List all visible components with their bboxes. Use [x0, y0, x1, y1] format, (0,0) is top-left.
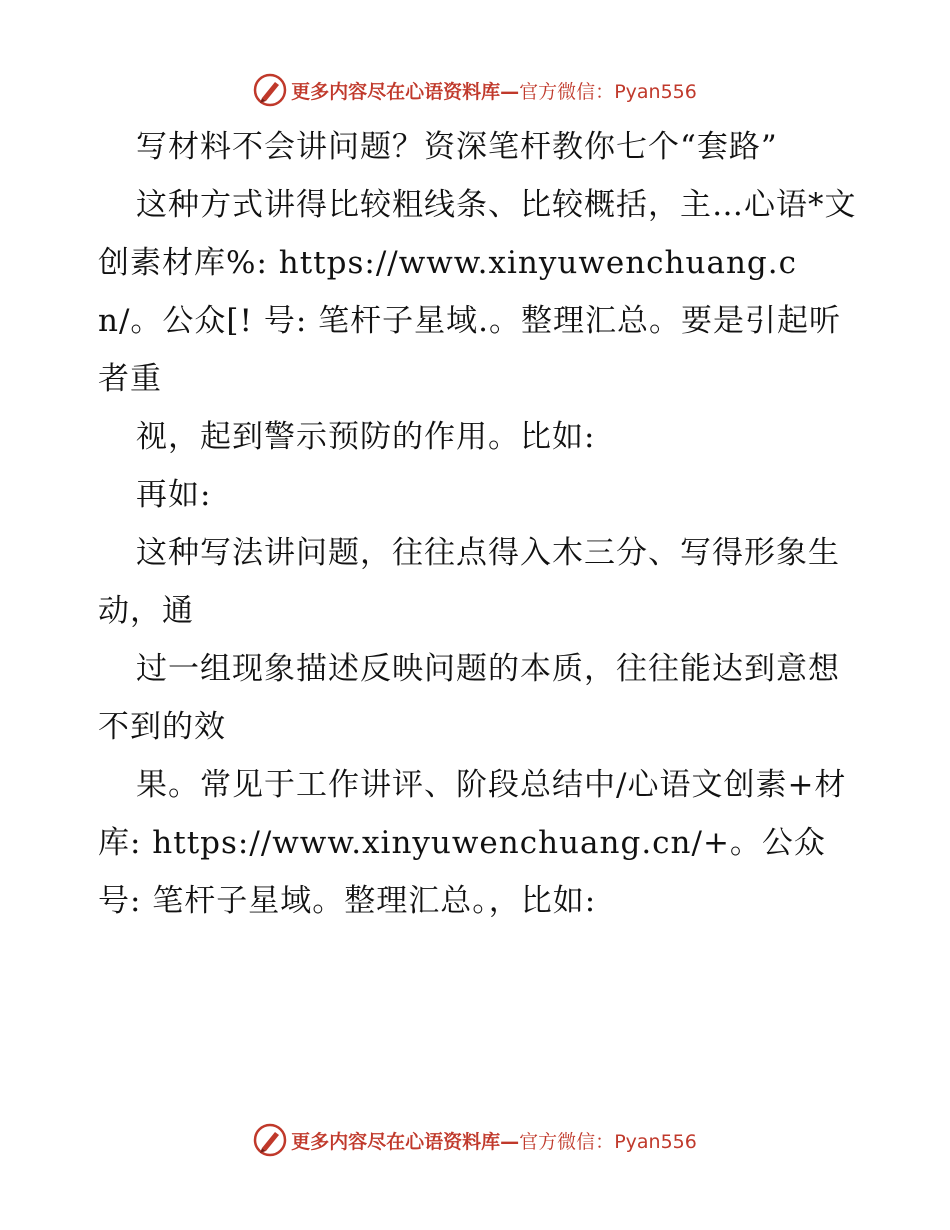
- footer-slogan: 更多内容尽在心语资料库: [291, 1130, 501, 1153]
- footer-text: [291, 1127, 697, 1154]
- header-text: [291, 77, 697, 104]
- pen-logo-icon: [253, 1123, 287, 1157]
- footer-dash: —: [500, 1130, 520, 1153]
- paragraph-4: 这种写法讲问题，往往点得入木三分、写得形象生动，通: [98, 535, 840, 629]
- footer-wechat-label: 官方微信：: [519, 1130, 615, 1153]
- header-slogan: 更多内容尽在心语资料库: [291, 80, 501, 103]
- document-body: [98, 118, 858, 930]
- header-wechat-label: 官方微信：: [519, 80, 615, 103]
- footer-banner: [0, 1120, 950, 1160]
- pen-logo-icon: [253, 73, 287, 107]
- paragraph-6: 果。常见于工作讲评、阶段总结中/心语文创素+材库: https://www.xinyuwenchuang.cn/+。公众号: 笔杆子星域。整理汇总。，比如:: [98, 767, 847, 919]
- footer-wechat-id: Pyan556: [614, 1130, 697, 1153]
- header-wechat-id: Pyan556: [614, 80, 697, 103]
- paragraph-2: 视，起到警示预防的作用。比如:: [136, 419, 596, 455]
- paragraph-5: 过一组现象描述反映问题的本质，往往能达到意想不到的效: [98, 651, 840, 745]
- paragraph-1: 这种方式讲得比较粗线条、比较概括，主…心语*文创素材库%: https://www.xinyuwenchuang.cn/。公众[! 号: 笔杆子星域.。整理汇总。要是引起听者重: [98, 187, 857, 397]
- header-banner: [0, 70, 950, 110]
- header-dash: —: [500, 80, 520, 103]
- paragraph-title: 写材料不会讲问题？资深笔杆教你七个“套路”: [136, 129, 778, 165]
- paragraph-3: 再如:: [136, 477, 212, 513]
